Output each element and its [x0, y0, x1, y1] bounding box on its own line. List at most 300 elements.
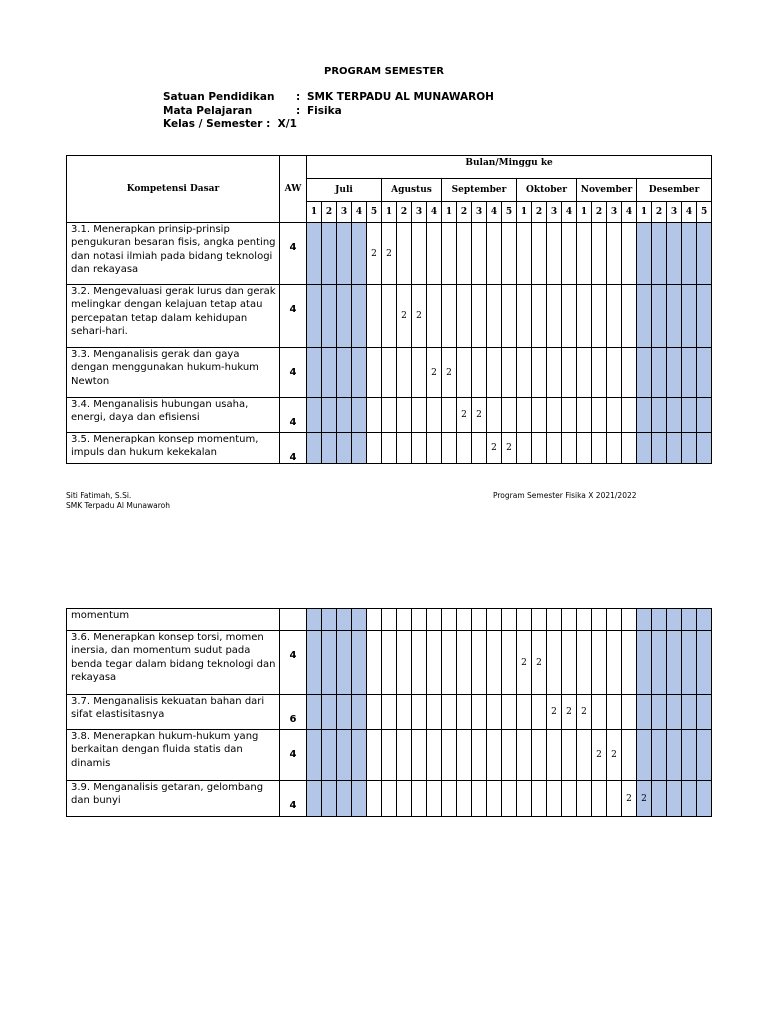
week-cell [487, 348, 502, 398]
week-cell [397, 398, 412, 433]
table-row [67, 695, 712, 730]
week-cell [337, 781, 352, 817]
week-cell [307, 285, 322, 348]
week-cell [652, 433, 667, 464]
week-cell [517, 433, 532, 464]
week-cell [412, 631, 427, 695]
week-cell [637, 695, 652, 730]
week-cell [577, 609, 592, 631]
week-number: 5 [502, 202, 517, 223]
week-cell [562, 631, 577, 695]
week-cell: 2 [607, 730, 622, 781]
week-cell [337, 398, 352, 433]
table-row [67, 223, 712, 285]
week-cell [322, 433, 337, 464]
week-cell [367, 285, 382, 348]
week-cell [667, 730, 682, 781]
week-cell [607, 781, 622, 817]
week-cell [397, 695, 412, 730]
week-number: 1 [382, 202, 397, 223]
week-cell [382, 285, 397, 348]
meta-label: Kelas / Semester [163, 118, 263, 130]
week-cell: 2 [577, 695, 592, 730]
week-cell [652, 609, 667, 631]
week-number: 1 [637, 202, 652, 223]
week-cell [502, 730, 517, 781]
week-cell [667, 348, 682, 398]
week-cell: 2 [487, 433, 502, 464]
week-cell [427, 398, 442, 433]
week-cell [337, 631, 352, 695]
kompetensi-dasar-cell: 3.2. Mengevaluasi gerak lurus dan gerak melingkar dengan kelajuan tetap atau percepatan tetap dalam kehidupan sehari-hari. [67, 285, 280, 348]
week-number: 3 [337, 202, 352, 223]
week-cell [397, 631, 412, 695]
week-cell [667, 433, 682, 464]
week-cell [667, 398, 682, 433]
month-header: Desember [637, 179, 712, 202]
week-cell [337, 609, 352, 631]
week-cell [667, 695, 682, 730]
meta-label: Mata Pelajaran [163, 105, 253, 117]
week-cell [547, 398, 562, 433]
week-cell [427, 695, 442, 730]
week-cell [517, 781, 532, 817]
col-header-kompetensi: Kompetensi Dasar [67, 156, 280, 223]
week-cell [307, 223, 322, 285]
aw-cell: 4 [280, 398, 307, 433]
week-cell [457, 285, 472, 348]
kompetensi-dasar-cell: momentum [67, 609, 280, 631]
table-row [67, 433, 712, 464]
week-cell: 2 [472, 398, 487, 433]
week-cell [427, 609, 442, 631]
week-number: 3 [667, 202, 682, 223]
week-cell [547, 781, 562, 817]
week-cell [682, 398, 697, 433]
week-cell: 2 [517, 631, 532, 695]
week-cell [307, 398, 322, 433]
week-cell [472, 223, 487, 285]
week-cell [532, 609, 547, 631]
week-cell [637, 631, 652, 695]
week-cell [532, 348, 547, 398]
week-cell [427, 433, 442, 464]
week-cell [367, 609, 382, 631]
week-cell [472, 348, 487, 398]
kompetensi-dasar-cell: 3.4. Menganalisis hubungan usaha, energi, daya dan efisiensi [67, 398, 280, 433]
week-cell [337, 433, 352, 464]
month-header: November [577, 179, 637, 202]
document-title: PROGRAM SEMESTER [324, 66, 444, 77]
table-row [67, 348, 712, 398]
aw-cell: 4 [280, 781, 307, 817]
week-number: 3 [472, 202, 487, 223]
week-number: 4 [487, 202, 502, 223]
week-cell [667, 285, 682, 348]
table-row [67, 609, 712, 631]
week-cell [607, 223, 622, 285]
week-cell [382, 781, 397, 817]
meta-row-kelas [163, 118, 297, 130]
week-cell [532, 285, 547, 348]
aw-cell: 4 [280, 223, 307, 285]
table-row [67, 781, 712, 817]
week-cell [592, 433, 607, 464]
week-cell [667, 223, 682, 285]
week-cell [562, 398, 577, 433]
week-number: 3 [547, 202, 562, 223]
week-cell [307, 348, 322, 398]
program-semester-table-page1 [66, 155, 712, 464]
week-cell [697, 609, 712, 631]
week-number: 2 [652, 202, 667, 223]
week-cell [652, 398, 667, 433]
week-cell: 2 [562, 695, 577, 730]
week-cell: 2 [622, 781, 637, 817]
week-cell [682, 348, 697, 398]
week-cell [682, 609, 697, 631]
week-cell [697, 348, 712, 398]
week-number: 5 [697, 202, 712, 223]
meta-sep: : [266, 118, 271, 130]
week-cell [502, 223, 517, 285]
week-cell [382, 631, 397, 695]
week-cell [487, 730, 502, 781]
week-cell [637, 433, 652, 464]
week-cell [517, 695, 532, 730]
week-cell [352, 695, 367, 730]
week-cell [607, 285, 622, 348]
week-cell [547, 609, 562, 631]
week-cell [427, 730, 442, 781]
footer-author: Siti Fatimah, S.Si. [66, 491, 132, 500]
week-cell [562, 609, 577, 631]
week-cell [427, 781, 442, 817]
week-cell [562, 348, 577, 398]
table-row [67, 631, 712, 695]
aw-cell: 4 [280, 348, 307, 398]
kompetensi-dasar-cell: 3.9. Menganalisis getaran, gelombang dan bunyi [67, 781, 280, 817]
week-cell [607, 348, 622, 398]
week-number: 2 [592, 202, 607, 223]
week-number: 4 [352, 202, 367, 223]
week-cell [562, 223, 577, 285]
week-number: 4 [622, 202, 637, 223]
week-cell: 2 [412, 285, 427, 348]
week-cell [697, 695, 712, 730]
week-number: 1 [517, 202, 532, 223]
week-cell [442, 398, 457, 433]
week-cell [457, 433, 472, 464]
week-cell [472, 285, 487, 348]
week-cell [577, 781, 592, 817]
week-cell [547, 348, 562, 398]
week-cell [337, 695, 352, 730]
week-cell [397, 433, 412, 464]
week-cell [412, 609, 427, 631]
week-cell [307, 695, 322, 730]
week-cell [472, 609, 487, 631]
week-number: 1 [577, 202, 592, 223]
meta-row-satuan [163, 91, 494, 103]
week-cell [562, 433, 577, 464]
week-cell [367, 695, 382, 730]
week-cell: 2 [367, 223, 382, 285]
week-cell [487, 609, 502, 631]
week-cell [682, 223, 697, 285]
week-cell [607, 609, 622, 631]
week-cell [487, 631, 502, 695]
week-cell [457, 730, 472, 781]
table-row [67, 730, 712, 781]
week-cell [322, 609, 337, 631]
week-cell [457, 631, 472, 695]
week-cell [427, 285, 442, 348]
week-cell [682, 631, 697, 695]
week-cell [637, 223, 652, 285]
aw-cell: 4 [280, 631, 307, 695]
week-cell [352, 285, 367, 348]
week-cell [337, 285, 352, 348]
week-cell [352, 223, 367, 285]
week-number: 3 [607, 202, 622, 223]
meta-value: Fisika [307, 105, 342, 117]
aw-cell: 4 [280, 730, 307, 781]
week-cell [607, 433, 622, 464]
week-cell [472, 730, 487, 781]
week-cell [457, 348, 472, 398]
week-cell [487, 223, 502, 285]
week-cell [637, 730, 652, 781]
week-cell [622, 609, 637, 631]
week-cell [382, 433, 397, 464]
week-cell [517, 398, 532, 433]
month-header: Juli [307, 179, 382, 202]
kompetensi-dasar-cell: 3.7. Menganalisis kekuatan bahan dari sifat elastisitasnya [67, 695, 280, 730]
week-cell [577, 631, 592, 695]
week-cell [562, 730, 577, 781]
week-cell: 2 [442, 348, 457, 398]
week-cell [307, 730, 322, 781]
week-cell: 2 [397, 285, 412, 348]
week-cell [412, 781, 427, 817]
week-number: 3 [412, 202, 427, 223]
week-cell [382, 609, 397, 631]
kompetensi-dasar-cell: 3.5. Menerapkan konsep momentum, impuls dan hukum kekekalan [67, 433, 280, 464]
table-row [67, 285, 712, 348]
week-cell [472, 433, 487, 464]
table-row [67, 398, 712, 433]
col-header-aw: AW [280, 156, 307, 223]
week-cell [652, 223, 667, 285]
week-cell [322, 285, 337, 348]
aw-cell [280, 609, 307, 631]
week-number: 5 [367, 202, 382, 223]
week-cell [322, 695, 337, 730]
program-semester-table-page2 [66, 608, 712, 817]
aw-cell: 6 [280, 695, 307, 730]
week-cell [367, 631, 382, 695]
week-cell [577, 398, 592, 433]
week-cell [592, 695, 607, 730]
week-cell [502, 348, 517, 398]
week-cell [412, 223, 427, 285]
week-cell [532, 730, 547, 781]
week-cell [577, 730, 592, 781]
kompetensi-dasar-cell: 3.8. Menerapkan hukum-hukum yang berkaitan dengan fluida statis dan dinamis [67, 730, 280, 781]
week-cell [622, 223, 637, 285]
week-cell: 2 [382, 223, 397, 285]
week-cell [592, 398, 607, 433]
week-cell [337, 223, 352, 285]
aw-cell: 4 [280, 433, 307, 464]
week-cell [382, 348, 397, 398]
week-cell [562, 285, 577, 348]
week-cell [472, 631, 487, 695]
week-cell [547, 433, 562, 464]
week-cell [397, 348, 412, 398]
week-cell [487, 695, 502, 730]
week-cell [307, 781, 322, 817]
week-cell: 2 [592, 730, 607, 781]
month-header: Oktober [517, 179, 577, 202]
week-cell: 2 [457, 398, 472, 433]
meta-value: X/1 [277, 118, 297, 130]
week-cell [367, 433, 382, 464]
week-cell [322, 781, 337, 817]
week-cell [442, 433, 457, 464]
week-cell [652, 730, 667, 781]
week-cell [382, 730, 397, 781]
week-cell [682, 695, 697, 730]
week-cell [457, 609, 472, 631]
week-cell [487, 398, 502, 433]
week-cell [547, 730, 562, 781]
week-cell [517, 285, 532, 348]
week-cell [637, 609, 652, 631]
week-number: 2 [322, 202, 337, 223]
week-cell [577, 223, 592, 285]
week-cell [562, 781, 577, 817]
week-cell [382, 695, 397, 730]
meta-label: Satuan Pendidikan [163, 91, 275, 103]
week-cell [547, 223, 562, 285]
week-cell [412, 398, 427, 433]
week-cell [622, 285, 637, 348]
week-cell [457, 695, 472, 730]
week-cell [667, 609, 682, 631]
week-cell [547, 285, 562, 348]
week-cell [352, 398, 367, 433]
aw-cell: 4 [280, 285, 307, 348]
week-cell [457, 223, 472, 285]
week-cell [502, 609, 517, 631]
week-cell [697, 631, 712, 695]
week-cell [532, 433, 547, 464]
week-cell [412, 695, 427, 730]
week-cell [577, 433, 592, 464]
week-cell [697, 223, 712, 285]
week-cell [592, 348, 607, 398]
week-cell [322, 631, 337, 695]
week-cell [307, 631, 322, 695]
week-cell [652, 631, 667, 695]
week-cell [502, 631, 517, 695]
week-cell [517, 223, 532, 285]
week-cell [457, 781, 472, 817]
week-cell [412, 433, 427, 464]
col-header-bulan: Bulan/Minggu ke [307, 156, 712, 179]
week-cell [532, 781, 547, 817]
week-number: 4 [682, 202, 697, 223]
week-number: 4 [427, 202, 442, 223]
week-cell [622, 631, 637, 695]
week-cell [607, 398, 622, 433]
week-cell [382, 398, 397, 433]
month-header: September [442, 179, 517, 202]
week-cell [547, 631, 562, 695]
week-cell [322, 398, 337, 433]
week-cell [322, 348, 337, 398]
week-cell [667, 781, 682, 817]
week-cell [322, 223, 337, 285]
week-cell [517, 609, 532, 631]
week-cell [472, 695, 487, 730]
week-cell [502, 695, 517, 730]
week-cell [352, 348, 367, 398]
week-cell [682, 730, 697, 781]
week-cell [622, 398, 637, 433]
week-cell: 2 [532, 631, 547, 695]
week-cell [607, 631, 622, 695]
week-cell [577, 348, 592, 398]
footer-left [66, 491, 170, 510]
week-cell [352, 730, 367, 781]
week-cell [697, 285, 712, 348]
week-cell [592, 223, 607, 285]
week-cell [682, 781, 697, 817]
week-cell [592, 285, 607, 348]
week-cell [532, 695, 547, 730]
week-cell [442, 695, 457, 730]
week-cell [577, 285, 592, 348]
week-cell: 2 [637, 781, 652, 817]
week-cell [337, 730, 352, 781]
week-cell [442, 730, 457, 781]
kompetensi-dasar-cell: 3.1. Menerapkan prinsip-prinsip pengukuran besaran fisis, angka penting dan notasi ilmiah pada bidang teknologi dan rekayasa [67, 223, 280, 285]
week-cell [487, 285, 502, 348]
week-cell [652, 781, 667, 817]
week-cell [697, 398, 712, 433]
footer-school: SMK Terpadu Al Munawaroh [66, 500, 170, 510]
week-cell [652, 348, 667, 398]
week-cell [607, 695, 622, 730]
week-number: 1 [442, 202, 457, 223]
week-number: 2 [397, 202, 412, 223]
week-cell [592, 609, 607, 631]
week-cell [427, 631, 442, 695]
week-cell [487, 781, 502, 817]
week-cell [517, 730, 532, 781]
week-cell [682, 433, 697, 464]
month-header: Agustus [382, 179, 442, 202]
kompetensi-dasar-cell: 3.6. Menerapkan konsep torsi, momen inersia, dan momentum sudut pada benda tegar dalam bidang teknologi dan rekayasa [67, 631, 280, 695]
meta-row-mapel [163, 105, 342, 117]
week-number: 4 [562, 202, 577, 223]
week-cell [397, 223, 412, 285]
week-cell [352, 631, 367, 695]
week-cell [697, 433, 712, 464]
